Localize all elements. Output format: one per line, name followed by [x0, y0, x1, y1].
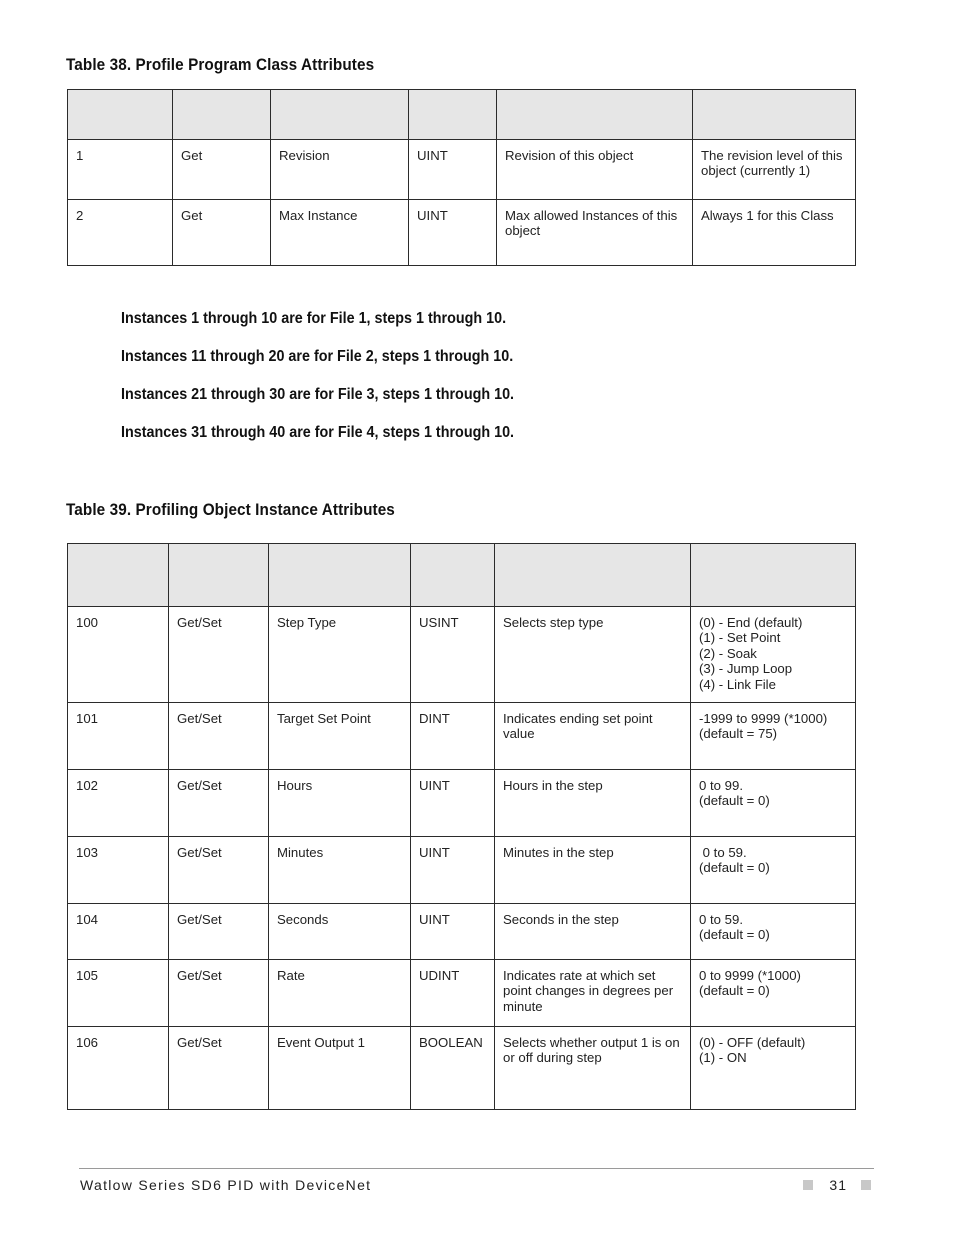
table-39: [67, 543, 856, 1110]
access-cell: Get/Set: [169, 607, 269, 703]
table-row: [68, 200, 856, 266]
square-bullet-icon: [803, 1180, 813, 1190]
name-cell: Event Output 1: [269, 1027, 411, 1110]
name-cell: Target Set Point: [269, 703, 411, 770]
value-cell: 0 to 59. (default = 0): [691, 837, 856, 904]
description-cell: Seconds in the step: [495, 904, 691, 960]
description-cell: Indicates rate at which set point changes in degrees per minute: [495, 960, 691, 1027]
header-cell: [409, 90, 497, 140]
description-cell: Indicates ending set point value: [495, 703, 691, 770]
footer-divider: [79, 1168, 874, 1169]
value-cell: -1999 to 9999 (*1000) (default = 75): [691, 703, 856, 770]
value-cell: Always 1 for this Class: [693, 200, 856, 266]
access-cell: Get/Set: [169, 1027, 269, 1110]
data-type-cell: USINT: [411, 607, 495, 703]
value-cell: 0 to 99. (default = 0): [691, 770, 856, 837]
table-39-caption: Table 39. Profiling Object Instance Attributes: [66, 500, 395, 519]
table-row: [68, 1027, 856, 1110]
instance-note: Instances 11 through 20 are for File 2, steps 1 through 10.: [121, 348, 514, 365]
access-cell: Get: [173, 200, 271, 266]
value-cell: The revision level of this object (currently 1): [693, 140, 856, 200]
table-row: [68, 140, 856, 200]
value-cell: 0 to 59. (default = 0): [691, 904, 856, 960]
data-type-cell: UINT: [409, 200, 497, 266]
table-row: [68, 703, 856, 770]
access-cell: Get/Set: [169, 703, 269, 770]
table-38-caption: Table 38. Profile Program Class Attributes: [66, 55, 375, 74]
name-cell: Minutes: [269, 837, 411, 904]
access-cell: Get/Set: [169, 837, 269, 904]
name-cell: Seconds: [269, 904, 411, 960]
attribute-id-cell: 106: [68, 1027, 169, 1110]
header-cell: [169, 544, 269, 607]
attribute-id-cell: 2: [68, 200, 173, 266]
name-cell: Revision: [271, 140, 409, 200]
attribute-id-cell: 1: [68, 140, 173, 200]
access-cell: Get/Set: [169, 960, 269, 1027]
description-cell: Max allowed Instances of this object: [497, 200, 693, 266]
access-cell: Get/Set: [169, 770, 269, 837]
page-number: 31: [829, 1177, 847, 1193]
instance-note: Instances 1 through 10 are for File 1, steps 1 through 10.: [121, 310, 507, 327]
name-cell: Max Instance: [271, 200, 409, 266]
data-type-cell: UDINT: [411, 960, 495, 1027]
attribute-id-cell: 103: [68, 837, 169, 904]
data-type-cell: UINT: [411, 770, 495, 837]
header-cell: [271, 90, 409, 140]
table-row: [68, 770, 856, 837]
data-type-cell: BOOLEAN: [411, 1027, 495, 1110]
description-cell: Hours in the step: [495, 770, 691, 837]
page-number-block: [803, 1177, 871, 1193]
data-type-cell: UINT: [411, 904, 495, 960]
description-cell: Minutes in the step: [495, 837, 691, 904]
description-cell: Revision of this object: [497, 140, 693, 200]
header-cell: [497, 90, 693, 140]
access-cell: Get/Set: [169, 904, 269, 960]
access-cell: Get: [173, 140, 271, 200]
data-type-cell: UINT: [409, 140, 497, 200]
header-cell: [495, 544, 691, 607]
header-cell: [68, 544, 169, 607]
value-cell: (0) - OFF (default) (1) - ON: [691, 1027, 856, 1110]
name-cell: Rate: [269, 960, 411, 1027]
table-row: [68, 837, 856, 904]
data-type-cell: DINT: [411, 703, 495, 770]
name-cell: Step Type: [269, 607, 411, 703]
instance-note: Instances 21 through 30 are for File 3, steps 1 through 10.: [121, 386, 515, 403]
value-cell: (0) - End (default) (1) - Set Point (2) - Soak (3) - Jump Loop (4) - Link File: [691, 607, 856, 703]
table-38: [67, 89, 856, 266]
description-cell: Selects whether output 1 is on or off during step: [495, 1027, 691, 1110]
name-cell: Hours: [269, 770, 411, 837]
header-cell: [269, 544, 411, 607]
header-cell: [411, 544, 495, 607]
table-39-header-row: [68, 544, 856, 607]
square-bullet-icon: [861, 1180, 871, 1190]
attribute-id-cell: 105: [68, 960, 169, 1027]
description-cell: Selects step type: [495, 607, 691, 703]
header-cell: [68, 90, 173, 140]
attribute-id-cell: 102: [68, 770, 169, 837]
instance-notes: [121, 310, 548, 462]
attribute-id-cell: 100: [68, 607, 169, 703]
instance-note: Instances 31 through 40 are for File 4, steps 1 through 10.: [121, 424, 515, 441]
attribute-id-cell: 101: [68, 703, 169, 770]
header-cell: [173, 90, 271, 140]
header-cell: [691, 544, 856, 607]
table-row: [68, 904, 856, 960]
header-cell: [693, 90, 856, 140]
table-38-header-row: [68, 90, 856, 140]
table-row: [68, 607, 856, 703]
value-cell: 0 to 9999 (*1000) (default = 0): [691, 960, 856, 1027]
table-row: [68, 960, 856, 1027]
footer-title: Watlow Series SD6 PID with DeviceNet: [80, 1177, 372, 1193]
attribute-id-cell: 104: [68, 904, 169, 960]
data-type-cell: UINT: [411, 837, 495, 904]
